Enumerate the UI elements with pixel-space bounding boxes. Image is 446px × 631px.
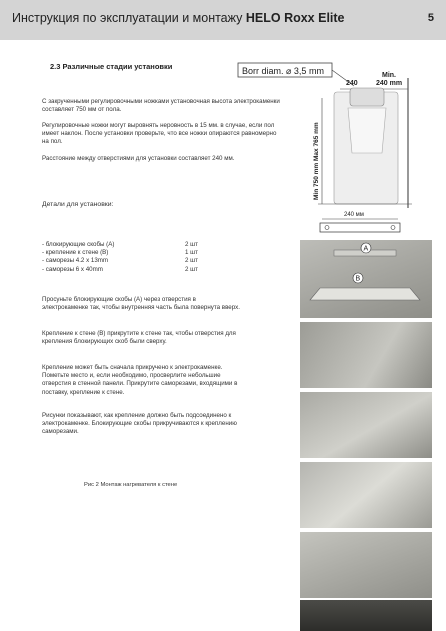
instruction-figure-note: Рисунки показывают, как крепление должно быть подсоединено к электрокаменке. Блокирующие скобы прикручиваются к креплению саморезами. (42, 412, 237, 436)
bracket-photo-illustration (300, 240, 432, 318)
instruction-brackets: Просуньте блокирующие скобы (A) через отверстия в электрокаменке так, чтобы внутренняя часть была повернута вверх. (42, 296, 240, 312)
photo-bracket-closeup (300, 462, 432, 528)
min-label: Min. (382, 72, 396, 79)
figure-caption: Рис 2 Монтаж нагревателя к стене (84, 482, 178, 488)
list-item-name: - блокирующие скобы (A) (42, 241, 115, 248)
height-label: Min 750 mm Max 765 mm (313, 122, 320, 200)
photo-brackets-a-b (300, 240, 432, 318)
list-item (42, 266, 198, 274)
bracket-diagram (318, 208, 402, 236)
photo-wall-mount (300, 322, 432, 388)
paragraph-adjustable-legs: Регулировочные ножки могут выровнять неровность в 15 мм. в случае, если пол имеет наклон. После установки проверьте, что все ножки опираются равномерно на пол. (42, 122, 277, 146)
list-item-name: - саморезы 6 x 40mm (42, 265, 103, 273)
list-item (42, 241, 198, 249)
min-240-label: 240 mm (376, 80, 403, 87)
list-item-qty: 1 шт (185, 249, 198, 257)
page-header (0, 0, 446, 40)
section-title: 2.3 Различные стадии установки (50, 62, 173, 71)
list-item-name: - крепление к стене (B) (42, 249, 109, 257)
paragraph-hole-distance: Расстояние между отверстиями для установки составляет 240 мм. (42, 155, 235, 162)
bracket-dimension-label: 240 мм (344, 212, 364, 218)
heater-top (350, 88, 384, 106)
paragraph-height: С закрученными регулировочными ножками установочная высота электрокаменки составляет 750 мм от пола. (42, 98, 280, 114)
details-list (42, 241, 198, 274)
details-title: Детали для установки: (42, 201, 114, 208)
list-item-qty: 2 шт (185, 241, 198, 248)
label-a: A (363, 245, 369, 253)
list-item (42, 257, 198, 265)
page-number: 5 (427, 12, 434, 24)
list-item (42, 249, 198, 257)
bracket-plate (320, 223, 400, 232)
header-title (12, 11, 345, 25)
photo-bracket-side (300, 532, 432, 598)
photo-heater-top (300, 600, 432, 631)
header-title-prefix: Инструкция по эксплуатации и монтажу (12, 11, 243, 25)
bore-label: Borr diam. ⌀ 3,5 mm (242, 66, 324, 76)
dimension-240: 240 (346, 80, 358, 87)
list-item-name: - саморезы 4.2 x 13mm (42, 257, 109, 265)
list-item-qty: 2 шт (185, 257, 198, 265)
header-product-name: HELO Roxx Elite (245, 11, 345, 25)
photo-bracket-screwed (300, 392, 432, 458)
instruction-screw-mount: Крепление может быть сначала прикручено к электрокаменке. Пометьте место и, если необходимо, просверлите небольшие отверстия в стенной панели. Прикрутите саморезами, входящими в поставку, крепление к стене. (42, 364, 238, 396)
instruction-wall-mount: Крепление к стене (B) прикрутите к стене так, чтобы отверстия для крепления блокирующих скоб были сверху. (42, 330, 236, 346)
heater-stone-basket (348, 108, 386, 153)
list-item-qty: 2 шт (185, 265, 198, 273)
label-b: B (355, 275, 361, 283)
